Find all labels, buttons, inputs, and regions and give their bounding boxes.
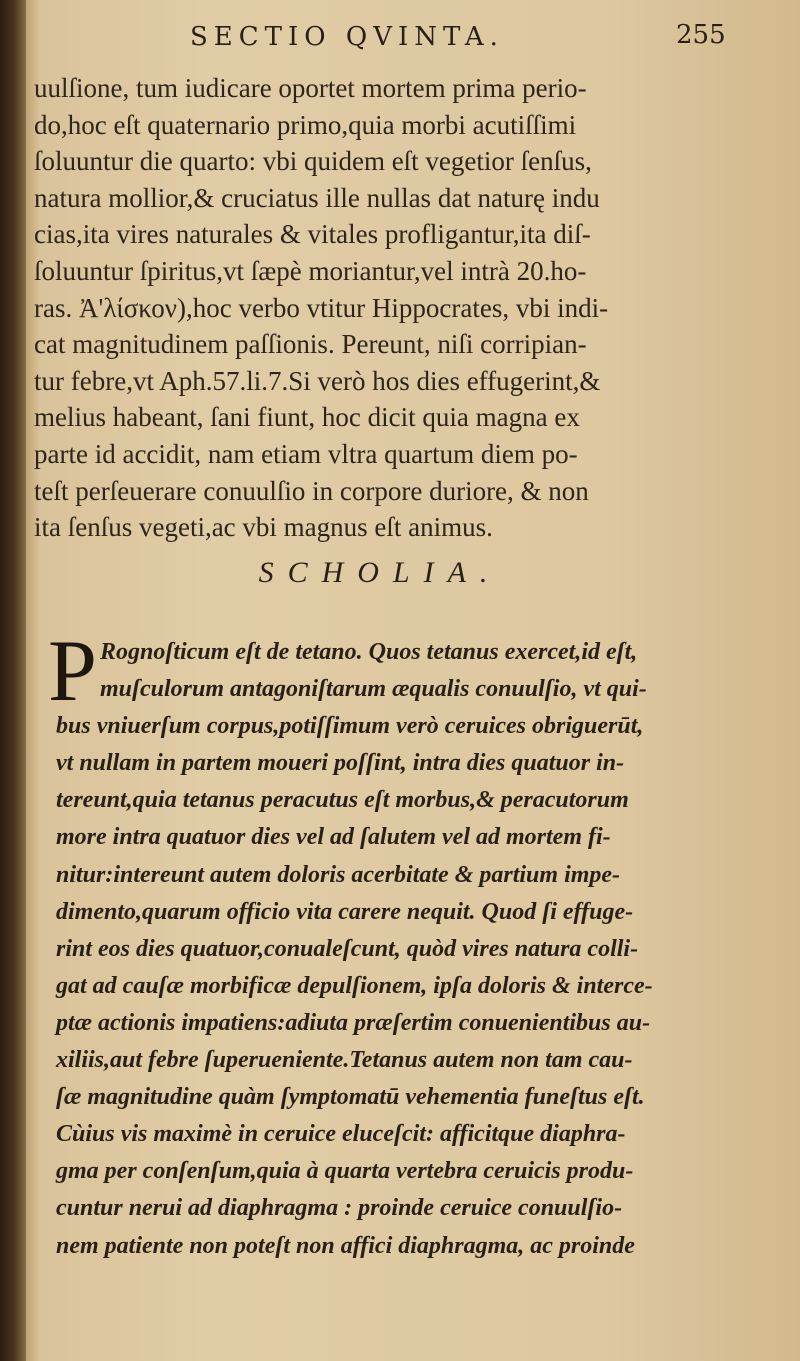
text-line: do,hoc eſt quaternario primo,quia morbi acutiſſimi [34, 109, 577, 140]
page-header [0, 20, 800, 60]
scholia-line: tereunt,quia tetanus peracutus eſt morbus,& peracutorum [56, 787, 629, 814]
scholia-line: gma per conſenſum,quia à quarta vertebra ceruicis produ- [56, 1158, 634, 1185]
scholia-heading: SCHOLIA. [258, 556, 502, 589]
scholia-line: vt nullam in partem moueri poſſint, intra dies quatuor in- [56, 750, 625, 777]
scholia-line: cuntur nerui ad diaphragma : proinde ceruice conuulſio- [56, 1195, 623, 1222]
text-line: teſt perſeuerare conuulſio in corpore duriore, & non [34, 475, 589, 506]
text-line: ſoluuntur die quarto: vbi quidem eſt vegetior ſenſus, [34, 146, 592, 177]
text-line: ras. Ἀ'λίσκον),hoc verbo vtitur Hippocrates, vbi indi- [34, 292, 609, 323]
scholia-text-block [56, 634, 766, 1265]
text-line: ſoluuntur ſpiritus,vt ſæpè moriantur,vel intrà 20.ho- [34, 255, 587, 286]
scholia-line: xiliis,aut febre ſuperueniente.Tetanus autem non tam cau- [56, 1047, 633, 1074]
scholia-line: ptæ actionis impatiens:adiuta præſertim conuenientibus au- [56, 1009, 651, 1036]
scholia-line: gat ad cauſæ morbificæ depulſionem, ipſa doloris & interce- [56, 972, 653, 999]
scholia-line: nitur:intereunt autem doloris acerbitate & partium impe- [56, 861, 621, 888]
text-line: melius habeant, ſani fiunt, hoc dicit quia magna ex [34, 402, 580, 433]
scholia-line: Cùius vis maximè in ceruice eluceſcit: afficitque diaphra- [56, 1121, 626, 1148]
scholia-line: Rognoſticum eſt de tetano. Quos tetanus exercet,id eſt, [100, 639, 638, 665]
scholia-line: nem patiente non poteſt non affici diaphragma, ac proinde [56, 1232, 635, 1259]
text-line: parte id accidit, nam etiam vltra quartum diem po- [34, 438, 578, 469]
running-head: SECTIO QVINTA. [190, 22, 504, 52]
text-line: cat magnitudinem paſſionis. Pereunt, niſi corripian- [34, 329, 587, 360]
scholia-line: ſæ magnitudine quàm ſymptomatū vehementia funeſtus eſt. [56, 1084, 645, 1111]
page-number: 255 [676, 20, 726, 50]
text-line: natura mollior,& cruciatus ille nullas dat naturę indu [34, 182, 600, 213]
scholia-line: more intra quatuor dies vel ad ſalutem vel ad mortem fi- [56, 824, 611, 851]
text-line: cias,ita vires naturales & vitales profligantur,ita diſ- [34, 219, 591, 250]
scholia-line: bus vniuerſum corpus,potiſſimum verò ceruices obriguerūt, [56, 713, 644, 740]
text-line: ita ſenſus vegeti,ac vbi magnus eſt animus. [34, 512, 493, 543]
scholia-line: dimento,quarum officio vita carere nequit. Quod ſi effuge- [56, 898, 634, 925]
text-line: uulſione, tum iudicare oportet mortem prima perio- [34, 73, 587, 103]
book-binding-edge [0, 0, 26, 1361]
scholia-line: muſculorum antagoniſtarum æqualis conuulſio, vt qui- [100, 676, 647, 703]
main-text-block [34, 70, 774, 546]
drop-cap: P [48, 623, 97, 720]
text-line: tur febre,vt Aph.57.li.7.Si verò hos dies effugerint,& [34, 365, 601, 396]
scholia-line: rint eos dies quatuor,conualeſcunt, quòd vires natura colli- [56, 935, 639, 962]
